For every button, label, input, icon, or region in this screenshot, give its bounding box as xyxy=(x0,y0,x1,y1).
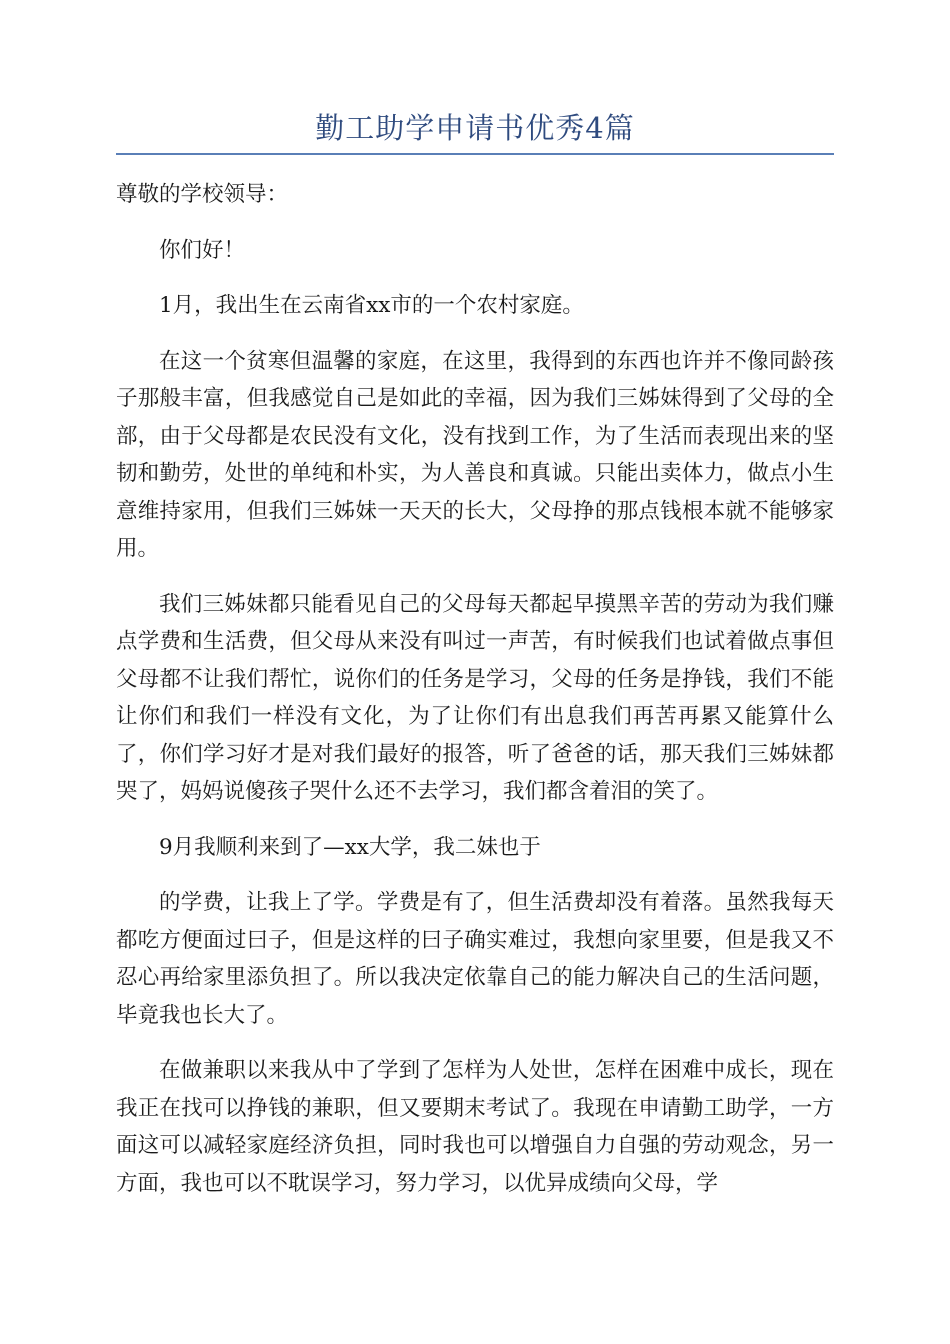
document-title: 勤工助学申请书优秀4篇 xyxy=(315,111,635,145)
paragraph: 1月，我出生在云南省xx市的一个农村家庭。 xyxy=(159,293,584,318)
greeting: 你们好！ xyxy=(159,237,246,263)
paragraph: 在做兼职以来我从中了学到了怎样为人处世，怎样在困难中成长，现在我正在找可以挣钱的兼职，但又要期末考试了。我现在申请勤工助学，一方面这可以减轻家庭经济负担，同时我也可以增强自力自强的劳动观念，另一方面，我也可以不耽误学习，努力学习，以优异成绩向父母，学 xyxy=(116,1058,834,1196)
title-underline xyxy=(116,153,834,155)
paragraph: 的学费，让我上了学。学费是有了，但生活费却没有着落。虽然我每天都吃方便面过曰子，但是这样的曰子确实难过，我想向家里要，但是我又不忍心再给家里添负担了。所以我决定依靠自己的能力解决自己的生活问题，毕竟我也长大了。 xyxy=(116,890,834,1028)
salutation: 尊敬的学校领导： xyxy=(116,182,289,207)
document-body xyxy=(116,176,834,1220)
paragraph: 9月我顺利来到了—xx大学，我二妹也于 xyxy=(159,834,541,860)
paragraph: 我们三姊妹都只能看见自己的父母每天都起早摸黑辛苦的劳动为我们赚点学费和生活费，但父母从来没有叫过一声苦，有时候我们也试着做点事但父母都不让我们帮忙，说你们的任务是学习，父母的任务是挣钱，我们不能让你们和我们一样没有文化，为了让你们有出息我们再苦再累又能算什么了，你们学习好才是对我们最好的报答，听了爸爸的话，那天我们三姊妹都哭了，妈妈说傻孩子哭什么还不去学习，我们都含着泪的笑了。 xyxy=(116,591,834,804)
paragraph: 在这一个贫寒但温馨的家庭，在这里，我得到的东西也许并不像同龄孩子那般丰富，但我感觉自己是如此的幸福，因为我们三姊妹得到了父母的全部，由于父母都是农民没有文化，没有找到工作，为了生活而表现出来的坚韧和勤劳，处世的单纯和朴实，为人善良和真诚。只能出卖体力，做点小生意维持家用，但我们三姊妹一天天的长大，父母挣的那点钱根本就不能够家用。 xyxy=(116,348,834,561)
